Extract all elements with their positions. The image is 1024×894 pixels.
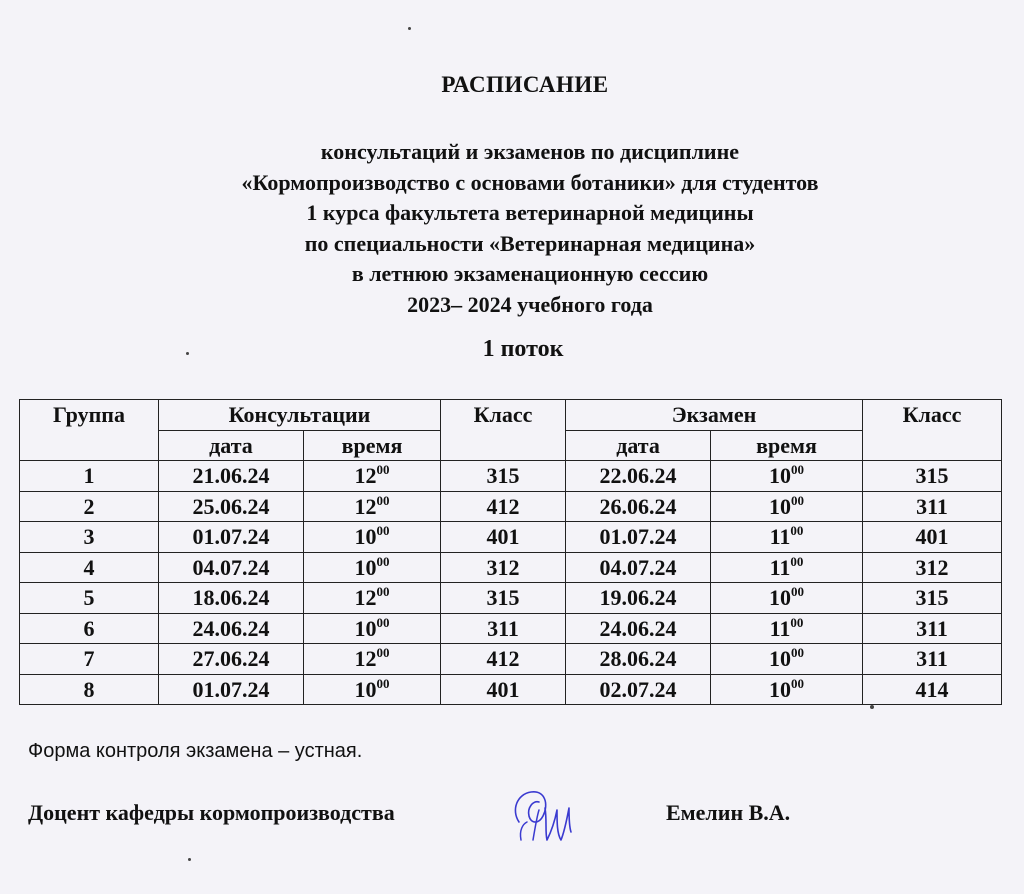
table-row [20,583,1002,614]
cell-consult-room: 412 [441,491,566,522]
cell-consult-room: 315 [441,583,566,614]
cell-consult-date: 27.06.24 [159,644,304,675]
cell-consult-time: $10^{00}$ [304,613,441,644]
cell-exam-time: $10^{00}$ [711,461,863,492]
cell-exam-room: 401 [863,522,1002,553]
cell-consult-time: $12^{00}$ [304,461,441,492]
cell-group: 2 [20,491,159,522]
signer-position: Доцент кафедры кормопроизводства [28,800,395,825]
cell-exam-time: $11^{00}$ [711,613,863,644]
cell-consult-room: 401 [441,522,566,553]
signature-icon [505,780,587,850]
cell-consult-time: $10^{00}$ [304,674,441,705]
cell-exam-time: $10^{00}$ [711,674,863,705]
schedule-table [19,399,1002,705]
header-group: Группа [20,400,159,461]
cell-exam-time: $10^{00}$ [711,644,863,675]
cell-group: 8 [20,674,159,705]
cell-exam-time: $10^{00}$ [711,491,863,522]
paper-speck [870,705,874,709]
cell-group: 7 [20,644,159,675]
cell-consult-date: 21.06.24 [159,461,304,492]
table-row [20,613,1002,644]
subtitle-line: 2023– 2024 учебного года [407,291,653,317]
cell-exam-date: 19.06.24 [566,583,711,614]
cell-exam-date: 04.07.24 [566,552,711,583]
cell-consult-date: 04.07.24 [159,552,304,583]
cell-consult-date: 25.06.24 [159,491,304,522]
subheader-consult-time: время [304,431,441,461]
cell-exam-room: 315 [863,583,1002,614]
header-class-consult: Класс [441,400,566,461]
cell-exam-date: 22.06.24 [566,461,711,492]
control-form-note: Форма контроля экзамена – устная. [28,740,363,762]
cell-exam-room: 311 [863,644,1002,675]
cell-consult-time: $12^{00}$ [304,491,441,522]
paper-speck [408,27,411,30]
subtitle-line: в летнюю экзаменационную сессию [351,261,709,286]
cell-consult-room: 312 [441,552,566,583]
cell-consult-time: $12^{00}$ [304,644,441,675]
cell-exam-date: 02.07.24 [566,674,711,705]
table-row [20,461,1002,492]
subtitle-line: по специальности «Ветеринарная медицина» [304,230,756,256]
cell-group: 5 [20,583,159,614]
cell-exam-time: $10^{00}$ [711,583,863,614]
subheader-consult-date: дата [159,431,304,461]
subtitle-line: консультаций и экзаменов по дисциплине [320,139,740,164]
stream-heading: 1 поток [482,336,564,362]
subheader-exam-date: дата [566,431,711,461]
table-row [20,491,1002,522]
cell-exam-room: 311 [863,613,1002,644]
signer-name: Емелин В.А. [666,800,791,825]
document-subtitle [0,137,1024,320]
cell-consult-date: 01.07.24 [159,522,304,553]
paper-speck [186,352,189,355]
cell-exam-room: 414 [863,674,1002,705]
cell-exam-date: 26.06.24 [566,491,711,522]
cell-consult-room: 311 [441,613,566,644]
cell-group: 3 [20,522,159,553]
cell-exam-time: $11^{00}$ [711,522,863,553]
header-consultations: Консультации [159,400,441,431]
paper-speck [188,858,191,861]
cell-consult-time: $12^{00}$ [304,583,441,614]
cell-consult-date: 24.06.24 [159,613,304,644]
header-exam: Экзамен [566,400,863,431]
cell-consult-room: 315 [441,461,566,492]
cell-exam-date: 24.06.24 [566,613,711,644]
cell-exam-time: $11^{00}$ [711,552,863,583]
header-class-exam: Класс [863,400,1002,461]
cell-group: 6 [20,613,159,644]
table-row [20,522,1002,553]
subtitle-line: «Кормопроизводство с основами ботаники» для студентов [241,169,819,195]
cell-consult-date: 01.07.24 [159,674,304,705]
cell-exam-room: 315 [863,461,1002,492]
document-title: РАСПИСАНИЕ [441,72,609,97]
cell-exam-date: 28.06.24 [566,644,711,675]
cell-consult-date: 18.06.24 [159,583,304,614]
cell-consult-time: $10^{00}$ [304,522,441,553]
subtitle-line: 1 курса факультета ветеринарной медицины [306,200,754,225]
cell-consult-room: 412 [441,644,566,675]
table-row [20,674,1002,705]
table-row [20,552,1002,583]
subheader-exam-time: время [711,431,863,461]
cell-exam-date: 01.07.24 [566,522,711,553]
cell-consult-time: $10^{00}$ [304,552,441,583]
cell-exam-room: 311 [863,491,1002,522]
cell-exam-room: 312 [863,552,1002,583]
cell-consult-room: 401 [441,674,566,705]
table-row [20,644,1002,675]
cell-group: 1 [20,461,159,492]
cell-group: 4 [20,552,159,583]
